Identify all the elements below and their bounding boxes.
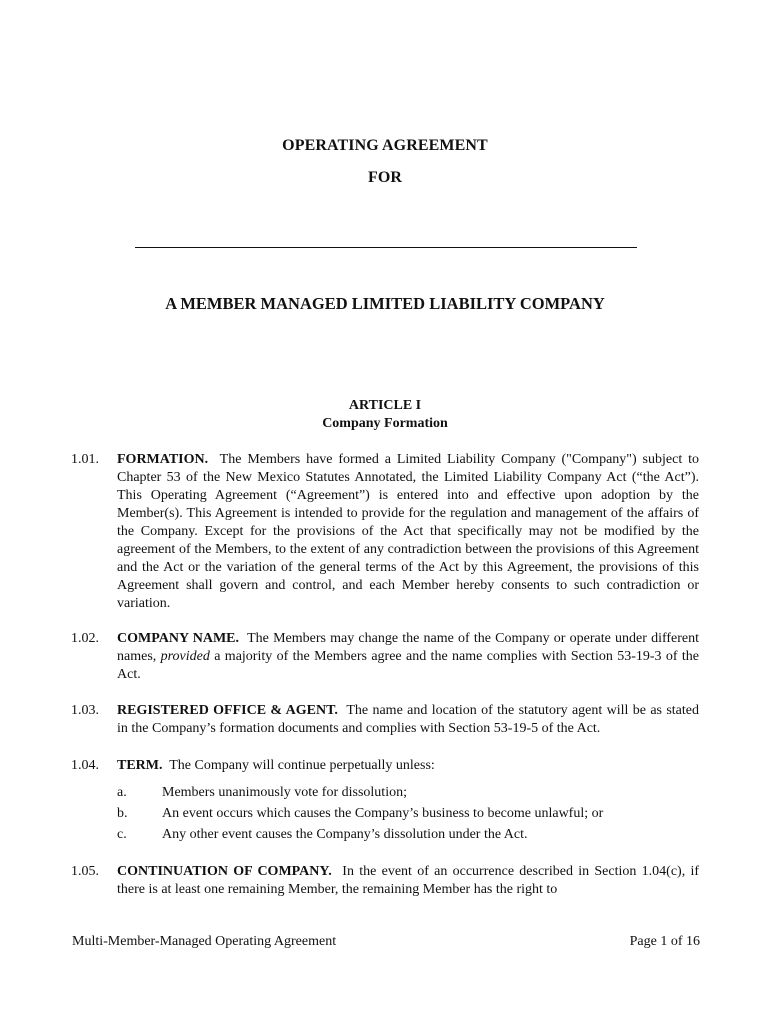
document-title-for: FOR [367,169,403,186]
section-1-04 [71,757,699,775]
list-item [117,826,697,847]
list-item-text: Any other event causes the Company’s dissolution under the Act. [162,827,528,842]
section-number: 1.03. [71,703,99,718]
term-conditions-list [117,784,697,847]
list-item-letter: a. [117,785,127,800]
section-number: 1.01. [71,452,99,467]
section-text: In the event of an occurrence described in Section 1.04(c), if there is at least one remaining Member, the remaining Member has the right to [117,864,700,897]
section-text: The Company will continue perpetually unless: [169,758,435,773]
section-text: The name and location of the statutory agent will be as stated in the Company’s formation documents and complies with Section 53-19-5 of the Act. [117,703,699,736]
footer-page-number: Page 1 of 16 [629,934,700,949]
section-1-01 [71,451,699,613]
document-title: OPERATING AGREEMENT [282,137,488,154]
section-body [117,863,699,899]
section-heading: COMPANY NAME. [117,631,239,646]
list-item [117,805,697,826]
section-text: The Members have formed a Limited Liability Company ("Company") subject to Chapter 53 of the New Mexico Statutes Annotated, the Limited Liability Company Act (“the Act”). This Operating Agreement (“Agreement”) is entered into and effective upon adoption by the Member(s). This Agreement is intended to provide for the regulation and management of the affairs of the Company. Except for the provisions of the Act that specifically may not be modified by the agreement of the Members, to the extent of any contradiction between the provisions of this Agreement and the Act or the variation of the general terms of the Act by this Agreement, the provisions of this Agreement shall govern and control, and each Member hereby consents to such contradiction or variation. [117,452,699,611]
section-1-02 [71,630,699,684]
article-name: Company Formation [322,416,448,431]
list-item-letter: c. [117,827,127,842]
list-item-text: An event occurs which causes the Company’s business to become unlawful; or [162,806,604,821]
list-item-text: Members unanimously vote for dissolution; [162,785,407,800]
section-heading: REGISTERED OFFICE & AGENT. [117,703,338,718]
section-body [117,702,699,738]
article-number: ARTICLE I [348,398,422,413]
section-heading: TERM. [117,758,163,773]
section-text: The Members may change the name of the Company or operate under different names, [117,631,700,664]
document-subtitle: A MEMBER MANAGED LIMITED LIABILITY COMPANY [165,294,605,313]
section-body [117,630,699,684]
section-number: 1.04. [71,758,99,773]
section-number: 1.02. [71,631,99,646]
list-item-letter: b. [117,806,128,821]
section-1-03 [71,702,699,738]
list-item [117,784,697,805]
section-text-continued: a majority of the Members agree and the name complies with Section 53-19-3 of the Act. [117,649,699,682]
section-heading: FORMATION. [117,452,209,467]
section-heading: CONTINUATION OF COMPANY. [117,864,332,879]
section-emphasis: provided [160,649,210,664]
section-1-05 [71,863,699,899]
section-body [117,451,699,613]
section-number: 1.05. [71,864,99,879]
company-name-blank-line [135,247,637,248]
section-body [117,757,699,775]
footer-document-name: Multi-Member-Managed Operating Agreement [72,934,337,949]
